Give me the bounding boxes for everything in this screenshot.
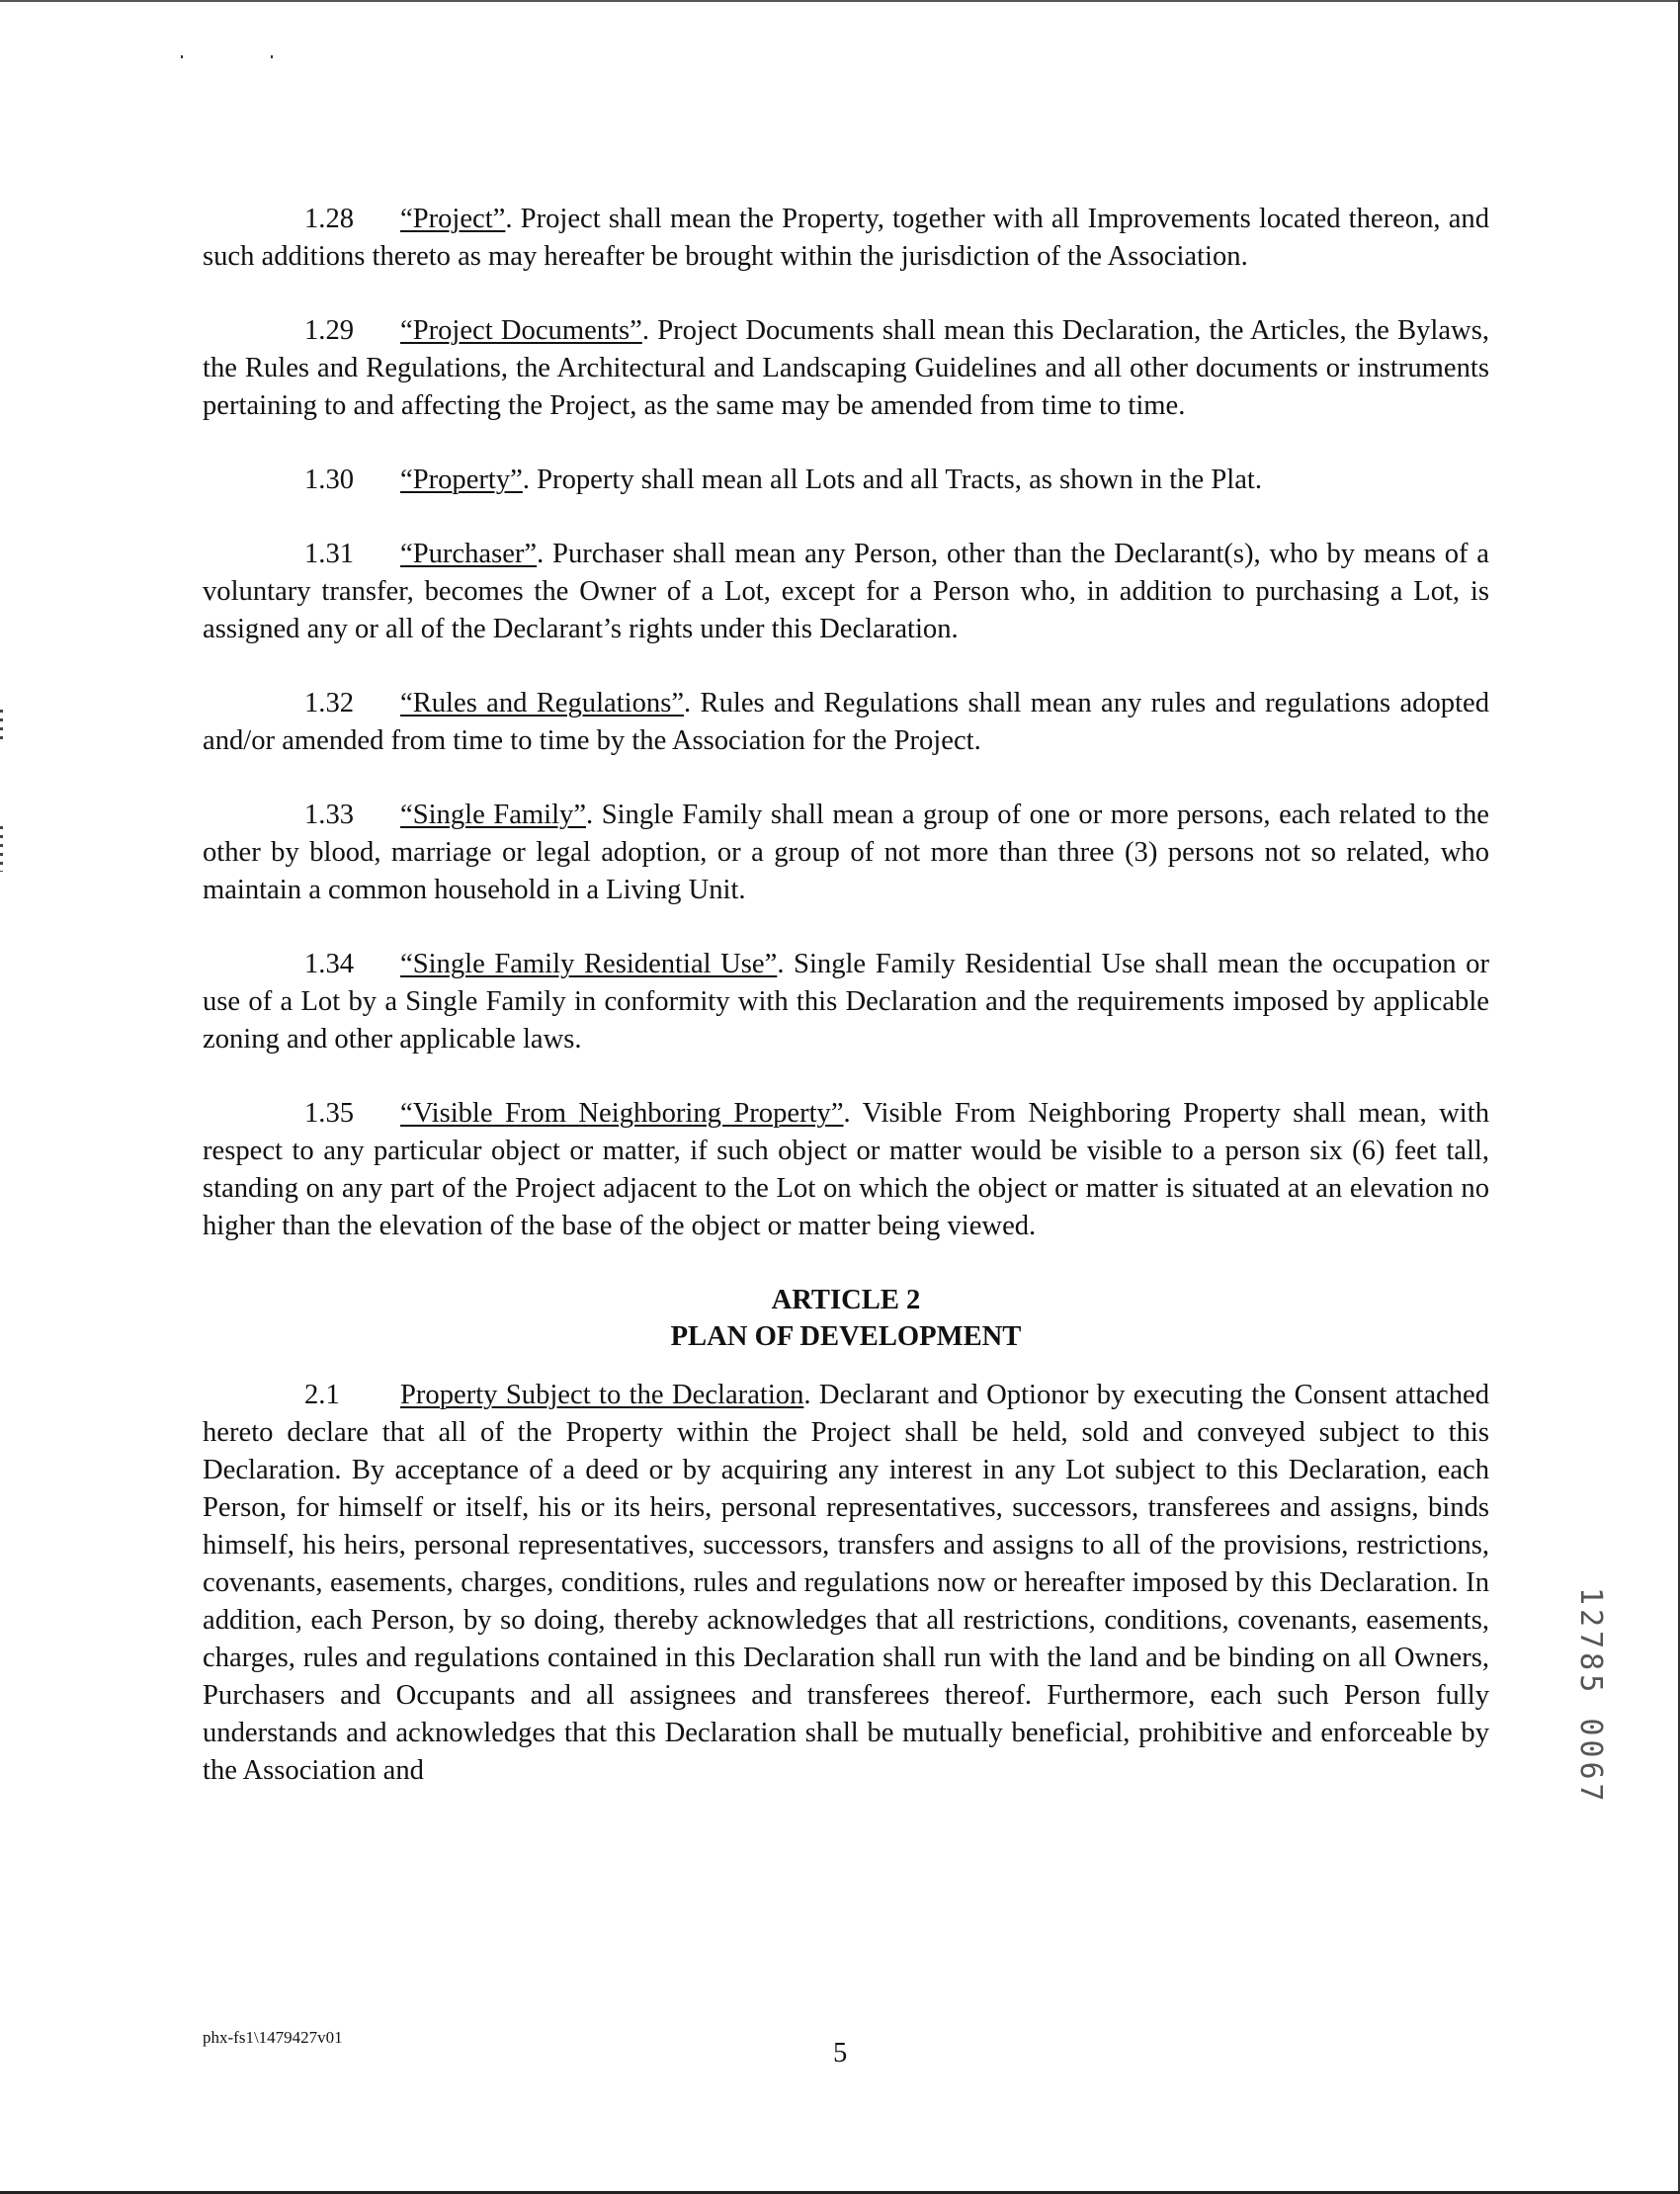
scan-margin-marks: [0, 826, 3, 872]
defined-term: “Purchaser”: [400, 539, 538, 569]
definition-text: . Single Family Residential Use shall mean the occupation or use of a Lot by a Single Family in conformity with this Declaration and the requirements imposed by applicable zoning and other applicable laws.: [203, 949, 1489, 1055]
section-number: 1.28: [304, 204, 355, 234]
definition-paragraph: [203, 312, 1489, 425]
section-heading: Property Subject to the Declaration: [400, 1380, 804, 1410]
definition-text: . Property shall mean all Lots and all Tracts, as shown in the Plat.: [522, 464, 1262, 495]
recording-stamp: [1573, 1587, 1621, 1860]
article-number: ARTICLE 2: [771, 1285, 921, 1315]
scan-edge-top: [0, 0, 1680, 2]
definition-text: . Rules and Regulations shall mean any rules and regulations adopted and/or amended from time to time by the Association for the Project.: [203, 688, 1490, 756]
section-text: . Declarant and Optionor by executing the Consent attached hereto declare that all of the Property within the Project shall be held, sold and conveyed subject to this Declaration. By acceptance of a deed or by acquiring any interest in any Lot subject to this Declaration, each Person, for himself or itself, his or its heirs, personal representatives, successors, transferees and assigns, binds himself, his heirs, personal representatives, successors, transfers and assigns to all of the provisions, restrictions, covenants, easements, charges, conditions, rules and regulations now or hereafter imposed by this Declaration. In addition, each Person, by so doing, thereby acknowledges that all restrictions, conditions, covenants, easements, charges, rules and regulations contained in this Declaration shall run with the land and be binding on all Owners, Purchasers and Occupants and all assignees and transferees thereof. Furthermore, each such Person fully understands and acknowledges that this Declaration shall be mutually beneficial, prohibitive and enforceable by the Association and: [203, 1380, 1490, 1786]
definition-paragraph: [203, 797, 1489, 909]
page-number: 5: [833, 2038, 848, 2068]
definition-paragraph: [203, 685, 1489, 760]
document-body: [203, 201, 1489, 1826]
defined-term: “Project Documents”: [400, 315, 642, 346]
section-number: 1.31: [304, 539, 355, 569]
article-heading: [203, 1282, 1489, 1355]
defined-term: “Visible From Neighboring Property”: [400, 1098, 844, 1129]
scan-margin-marks: [0, 710, 3, 739]
section-number: 1.34: [304, 949, 355, 979]
defined-term: “Property”: [400, 464, 523, 495]
article-title: PLAN OF DEVELOPMENT: [670, 1321, 1022, 1352]
defined-term: “Project”: [400, 204, 506, 234]
section-number: 1.33: [304, 800, 355, 830]
definition-text: . Visible From Neighboring Property shall mean, with respect to any particular object or matter, if such object or matter would be visible to a person six (6) feet tall, standing on any part of the Project adjacent to the Lot on which the object or matter is situated at an elevation no higher than the elevation of the base of the object or matter being viewed.: [203, 1098, 1489, 1241]
section-number: 1.35: [304, 1098, 355, 1129]
definition-text: . Project Documents shall mean this Declaration, the Articles, the Bylaws, the Rules and Regulations, the Architectural and Landscaping Guidelines and all other documents or instruments pertaining to and affecting the Project, as the same may be amended from time to time.: [203, 315, 1489, 421]
section-number: 1.29: [304, 315, 355, 346]
section-number: 1.30: [304, 464, 355, 495]
definition-paragraph: [203, 201, 1489, 276]
defined-term: “Single Family”: [400, 800, 587, 830]
section-number: 1.32: [304, 688, 355, 718]
section-number: 2.1: [304, 1380, 340, 1410]
article-paragraph: [203, 1377, 1489, 1790]
defined-term: “Rules and Regulations”: [400, 688, 685, 718]
scan-speck: [271, 55, 273, 58]
definition-paragraph: [203, 1095, 1489, 1245]
definition-paragraph: [203, 946, 1489, 1058]
scan-speck: [181, 55, 183, 58]
definition-text: . Purchaser shall mean any Person, other than the Declarant(s), who by means of a voluntary transfer, becomes the Owner of a Lot, except for a Person who, in addition to purchasing a Lot, is assigned any or all of the Declarant’s rights under this Declaration.: [203, 539, 1489, 644]
definition-paragraph: [203, 462, 1489, 499]
defined-term: “Single Family Residential Use”: [400, 949, 778, 979]
document-id: phx-fs1\1479427v01: [203, 2028, 343, 2047]
recording-stamp-number: 12785 0067: [1573, 1587, 1608, 1806]
definition-text: . Single Family shall mean a group of one or more persons, each related to the other by blood, marriage or legal adoption, or a group of not more than three (3) persons not so related, who maintain a common household in a Living Unit.: [203, 800, 1489, 905]
definition-text: . Project shall mean the Property, together with all Improvements located thereon, and such additions thereto as may hereafter be brought within the jurisdiction of the Association.: [203, 204, 1489, 272]
definition-paragraph: [203, 536, 1489, 648]
